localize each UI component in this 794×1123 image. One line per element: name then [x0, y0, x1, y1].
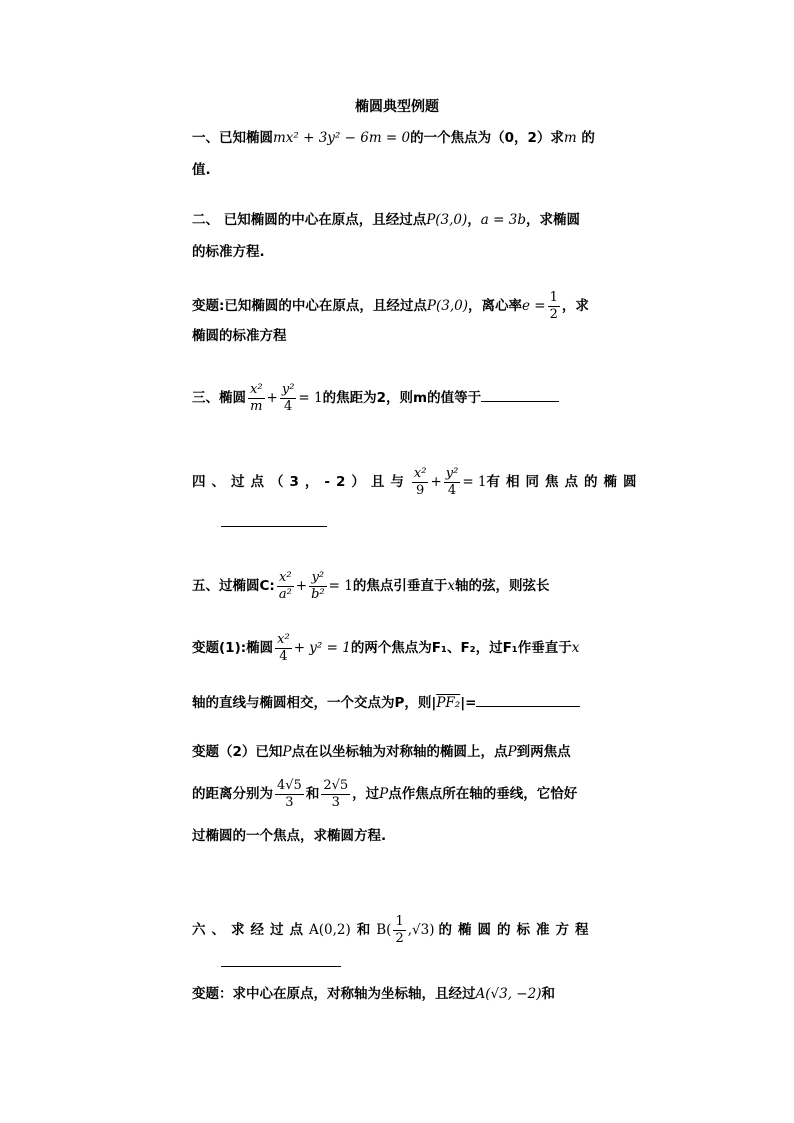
q4-text: 四、过点（3，-2）且与 — [192, 474, 410, 490]
q5-fraction-1 — [277, 570, 294, 603]
variant-4 — [192, 984, 612, 1004]
v1-frac-num: 1 — [549, 289, 558, 305]
variant-2-line-2 — [192, 692, 612, 713]
q3-fraction-2 — [280, 382, 297, 415]
v1-text-mid: ，离心率 — [468, 298, 522, 314]
q4-plus: + — [430, 474, 442, 490]
v2-f-num: x² — [277, 631, 290, 647]
q5-text-mid: 的焦点引垂直于 — [352, 578, 448, 594]
variant-3-line-2 — [192, 772, 612, 816]
page-title: 椭圆典型例题 — [355, 99, 439, 115]
v3-f1-num: 4√5 — [277, 777, 302, 793]
v2-vector: PF₂ — [436, 695, 461, 711]
q3-text-post: 的焦距为2，则m的值等于 — [322, 390, 482, 406]
v3-f2-num: 2√5 — [323, 777, 349, 793]
q2-sep: ， — [467, 212, 481, 228]
q6-frac-num: 1 — [395, 913, 404, 929]
q4-answer-blank[interactable] — [221, 512, 327, 527]
v2-variable: x — [571, 640, 580, 656]
v3-and: 和 — [305, 786, 320, 802]
v2-fraction — [275, 632, 292, 665]
v4-text: 变题：求中心在原点，对称轴为坐标轴，且经过 — [192, 986, 476, 1002]
q5-fraction-2 — [309, 570, 327, 603]
question-3 — [192, 378, 612, 418]
q3-text: 三、椭圆 — [192, 390, 246, 406]
v3-text-mid2: ，过 — [352, 786, 380, 802]
q4-f1-den: 9 — [416, 482, 425, 498]
variant-1-line-1 — [192, 288, 612, 324]
v1-eccentricity: e = — [522, 298, 546, 314]
v3-text-mid: 点在以坐标轴为对称轴的椭圆上，点 — [291, 744, 508, 760]
q2-text: 二、 已知椭圆的中心在原点，且经过点 — [192, 212, 427, 228]
v2-equation-rest: + y² = 1 — [293, 640, 351, 656]
question-1-line-1 — [192, 128, 612, 148]
q4-f2-den: 4 — [447, 482, 457, 498]
q5-f1-num: x² — [277, 570, 294, 587]
question-6-line-2 — [221, 952, 641, 973]
q3-f1-num: x² — [250, 381, 263, 397]
v2-f-den: 4 — [279, 648, 288, 664]
q1-text: 一、已知椭圆 — [192, 130, 273, 146]
v3-f2-den: 3 — [331, 794, 340, 810]
q5-f1-den: a² — [278, 586, 292, 602]
q5-f2-den: b² — [311, 586, 325, 602]
q1-equation: mx² + 3y² − 6m = 0 — [273, 130, 411, 146]
v2-text-post: |= — [460, 695, 477, 711]
v1-text-post: ，求 — [561, 298, 589, 314]
v3-text-line2: 的距离分别为 — [192, 786, 273, 802]
v2-text: 变题(1):椭圆 — [192, 640, 274, 656]
variant-3-line-1 — [192, 742, 612, 762]
q4-f1-num: x² — [413, 465, 427, 481]
q2-point: P(3,0) — [426, 212, 468, 228]
q5-variable: x — [447, 578, 455, 594]
q3-plus: + — [266, 390, 278, 406]
q5-text: 五、过椭圆C: — [192, 578, 275, 594]
v3-text-post: 到两焦点 — [516, 744, 571, 760]
q6-text-post: 的椭圆的标准方程 — [438, 922, 595, 938]
v2-text-line2: 轴的直线与椭圆相交，一个交点为P，则| — [192, 695, 437, 711]
v3-fraction-1 — [275, 778, 304, 811]
q6-text: 六、求经过点 — [192, 922, 309, 938]
v2-answer-blank[interactable] — [476, 692, 580, 707]
q3-f2-den: 4 — [284, 398, 293, 414]
q6-frac-den: 2 — [395, 930, 404, 946]
question-2-line-1 — [192, 210, 612, 230]
question-5 — [192, 566, 612, 606]
v3-fraction-2 — [321, 778, 350, 811]
v2-text-mid: 的两个焦点为F₁、F₂，过F₁作垂直于 — [350, 640, 572, 656]
q3-answer-blank[interactable] — [481, 387, 559, 402]
q1-text-mid: 的一个焦点为（0，2）求 — [410, 130, 564, 146]
q3-fraction-1 — [248, 382, 265, 415]
q4-fraction-2 — [444, 466, 461, 499]
q6-fraction — [393, 914, 405, 947]
q1-text-post: 的 — [576, 130, 595, 146]
q4-fraction-1 — [412, 466, 429, 499]
q4-eq: = 1 — [462, 474, 487, 490]
v3-text: 变题（2）已知 — [192, 744, 283, 760]
q6-point-b-open: B( — [376, 922, 392, 938]
q1-variable: m — [563, 130, 577, 146]
v1-frac-den: 2 — [549, 306, 558, 322]
v4-point: A(√3, −2) — [475, 986, 542, 1002]
variant-2-line-1 — [192, 628, 612, 668]
q2-condition: a = 3b — [480, 212, 526, 228]
question-2-line-2: 的标准方程. — [192, 244, 265, 260]
q5-text-post: 轴的弦，则弦长 — [454, 578, 550, 594]
question-4-line-2 — [221, 512, 641, 533]
v1-fraction — [548, 290, 560, 323]
v1-text: 变题:已知椭圆的中心在原点，且经过点 — [192, 298, 427, 314]
q6-and: 和 — [356, 922, 371, 938]
q4-f2-num: y² — [445, 465, 459, 481]
q3-f1-den: m — [250, 398, 263, 414]
v1-point: P(3,0) — [426, 298, 468, 314]
variant-3-line-3: 过椭圆的一个焦点，求椭圆方程. — [192, 828, 387, 844]
q2-text-post: ，求椭圆 — [525, 212, 580, 228]
v3-text-post2: 点作焦点所在轴的垂线，它恰好 — [388, 786, 578, 802]
q6-answer-blank[interactable] — [221, 952, 341, 967]
variant-1-line-2: 椭圆的标准方程 — [192, 328, 287, 344]
q3-f2-num: y² — [281, 381, 295, 397]
q4-text-post: 有相同焦点的椭圆 — [486, 474, 643, 490]
v3-point-2: P — [507, 744, 517, 760]
v3-f1-den: 3 — [285, 794, 294, 810]
q5-eq: = 1 — [328, 578, 353, 594]
q6-point-b-close: ,√3) — [407, 922, 435, 938]
question-1-line-2: 值. — [192, 162, 211, 178]
q6-point-a: A(0,2) — [309, 922, 351, 938]
q3-eq: = 1 — [298, 390, 323, 406]
q5-plus: + — [295, 578, 308, 594]
q5-f2-num: y² — [309, 570, 327, 587]
v3-point-3: P — [379, 786, 389, 802]
v4-text-post: 和 — [541, 986, 555, 1002]
question-6 — [192, 910, 612, 950]
v3-point-1: P — [282, 744, 292, 760]
question-4 — [192, 460, 643, 504]
